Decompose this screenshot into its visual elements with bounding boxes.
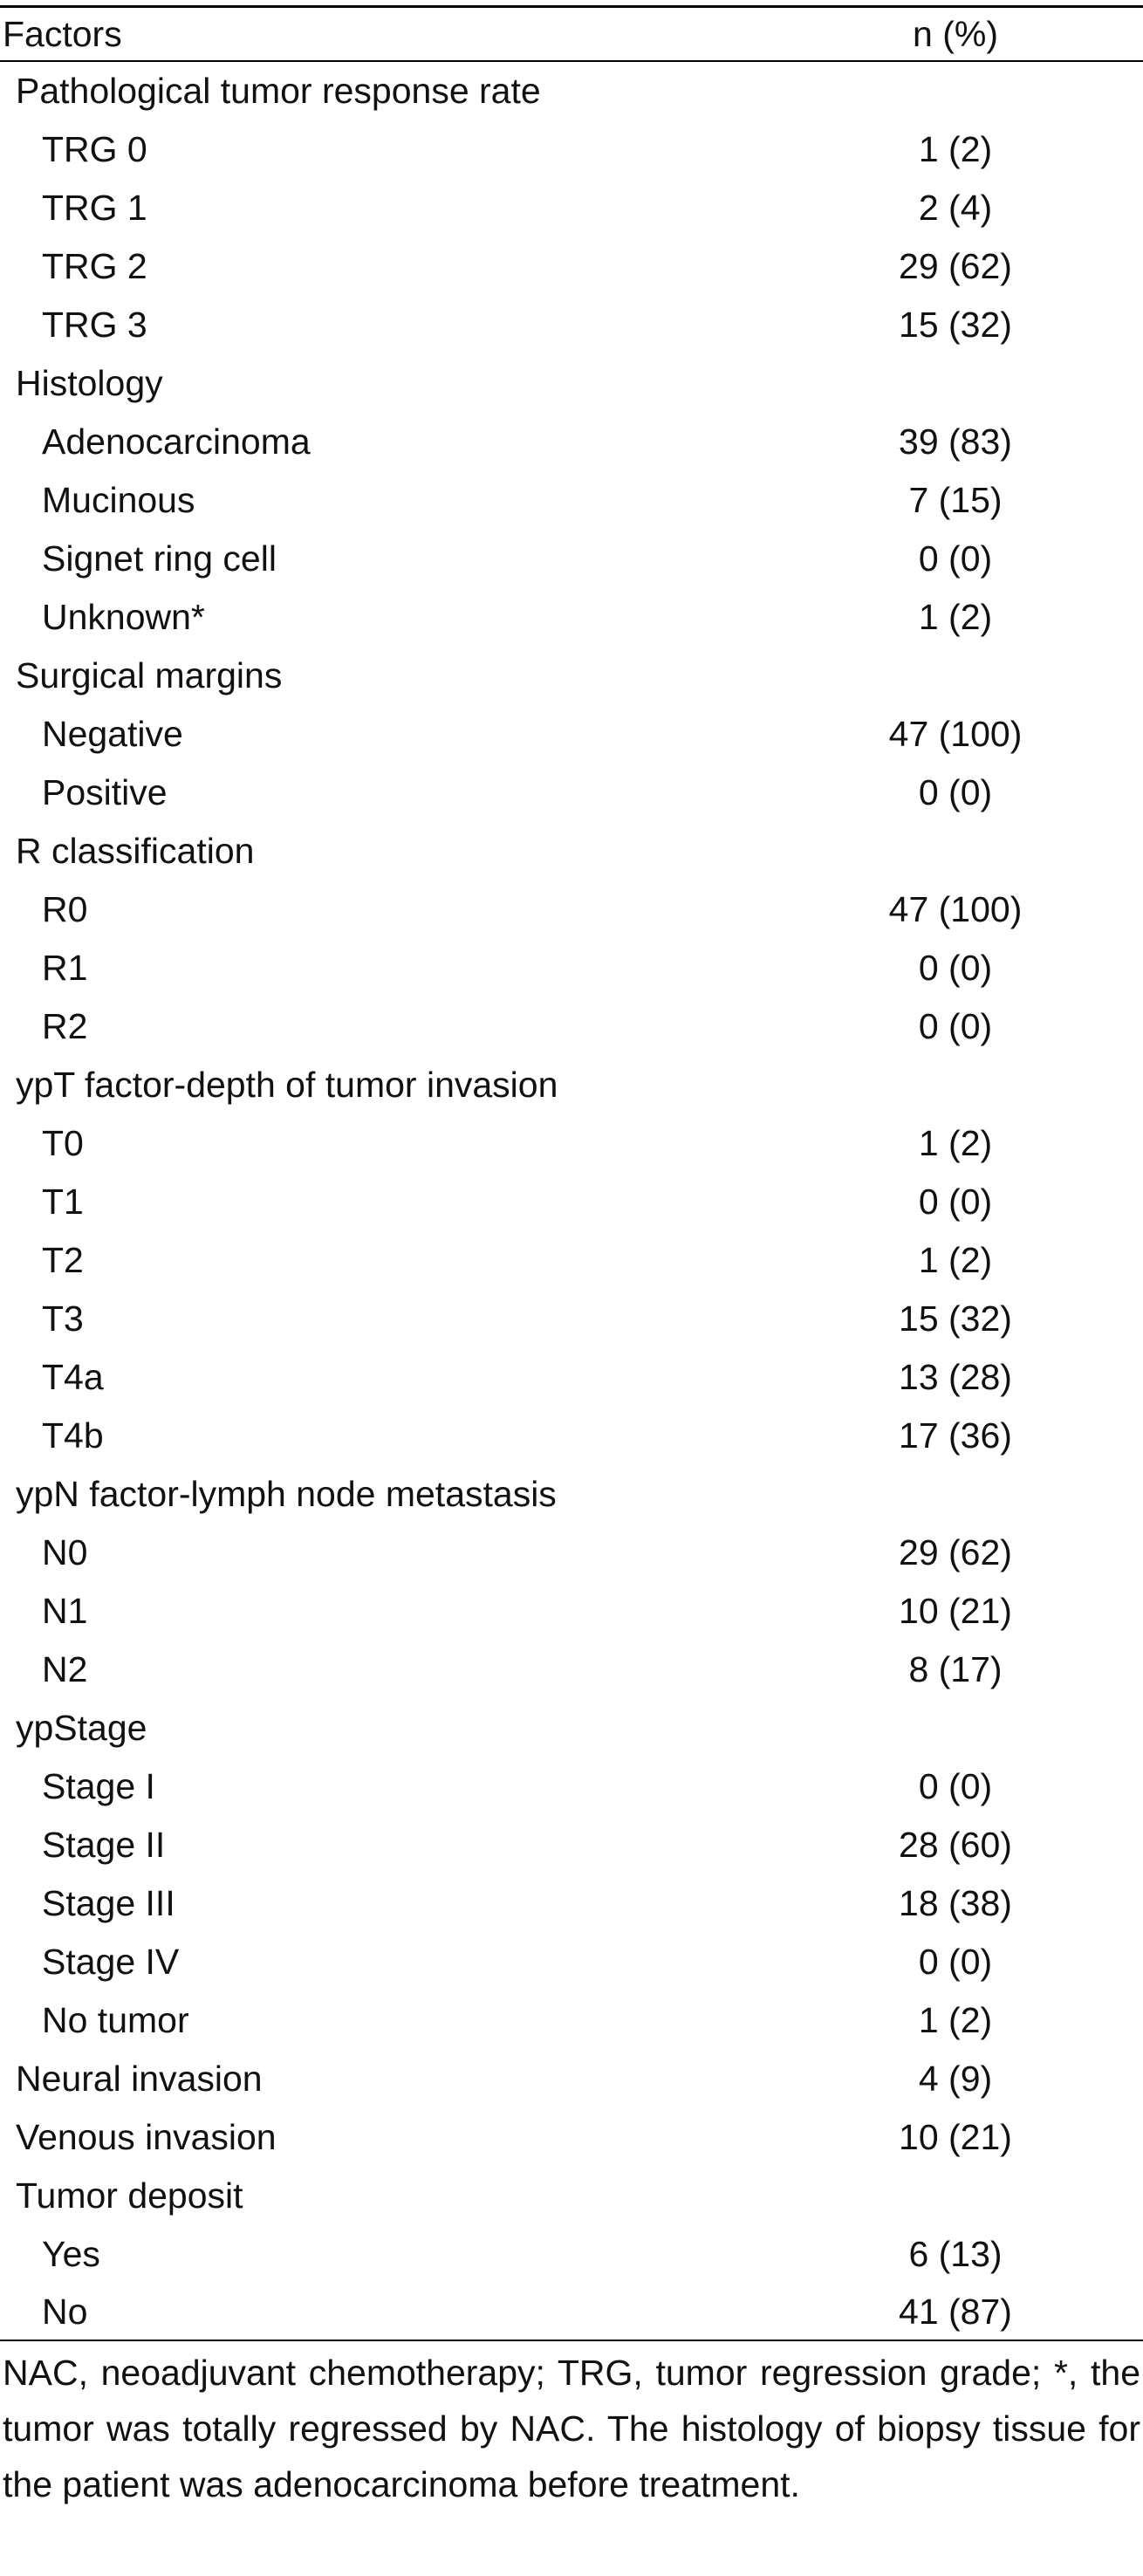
subcategory-label: Yes	[42, 2234, 100, 2274]
count-percent-value: 13 (28)	[899, 1357, 1012, 1397]
table-row	[0, 61, 1143, 120]
table-header	[0, 7, 1143, 62]
count-percent-value: 28 (60)	[899, 1825, 1012, 1865]
subcategory-label: Stage II	[42, 1825, 166, 1865]
subcategory-label: Stage IV	[42, 1942, 180, 1982]
category-label: Tumor deposit	[16, 2175, 243, 2216]
subcategory-label: R1	[42, 948, 88, 988]
table-row	[0, 1699, 1143, 1757]
count-percent-value: 29 (62)	[899, 246, 1012, 286]
table-row	[0, 2225, 1143, 2284]
subcategory-label: N1	[42, 1591, 88, 1631]
category-label: R classification	[16, 831, 255, 871]
subcategory-label: Positive	[42, 772, 168, 812]
factors-column-header: Factors	[3, 13, 122, 54]
category-label: ypT factor-depth of tumor invasion	[16, 1065, 558, 1105]
table-row	[0, 1641, 1143, 1699]
table-row	[0, 237, 1143, 296]
count-percent-value	[768, 822, 1143, 880]
table-row	[0, 880, 1143, 939]
table-body	[0, 61, 1143, 2340]
subcategory-label: T4a	[42, 1357, 104, 1397]
table-row	[0, 1933, 1143, 1991]
subcategory-label: R0	[42, 889, 88, 929]
count-percent-value	[768, 647, 1143, 705]
count-percent-value: 4 (9)	[918, 2059, 993, 2099]
table-row	[0, 1348, 1143, 1407]
count-percent-value: 6 (13)	[908, 2234, 1003, 2274]
table-row	[0, 1874, 1143, 1933]
table-row	[0, 1757, 1143, 1816]
subcategory-label: T1	[42, 1182, 84, 1222]
table-row	[0, 705, 1143, 764]
subcategory-label: T2	[42, 1240, 84, 1280]
count-percent-value	[768, 354, 1143, 413]
table-row	[0, 2284, 1143, 2340]
subcategory-label: R2	[42, 1006, 88, 1046]
table-row	[0, 1582, 1143, 1641]
table-row	[0, 471, 1143, 530]
subcategory-label: TRG 1	[42, 188, 147, 228]
count-percent-value: 10 (21)	[899, 2117, 1012, 2157]
count-percent-value: 0 (0)	[918, 538, 993, 579]
table-row	[0, 1524, 1143, 1582]
count-percent-value	[768, 1699, 1143, 1757]
table-row	[0, 647, 1143, 705]
subcategory-label: N2	[42, 1649, 88, 1689]
category-label: ypN factor-lymph node metastasis	[16, 1474, 557, 1514]
table-row	[0, 530, 1143, 588]
subcategory-label: Mucinous	[42, 480, 195, 520]
n-percent-column-header: n (%)	[913, 13, 998, 54]
count-percent-value: 15 (32)	[899, 1298, 1012, 1339]
count-percent-value: 0 (0)	[918, 1942, 993, 1982]
subcategory-label: TRG 0	[42, 129, 147, 169]
count-percent-value: 18 (38)	[899, 1883, 1012, 1923]
count-percent-value: 0 (0)	[918, 1006, 993, 1046]
table-row	[0, 997, 1143, 1056]
subcategory-label: Adenocarcinoma	[42, 421, 311, 462]
subcategory-label: Signet ring cell	[42, 538, 277, 579]
table-row	[0, 1231, 1143, 1290]
table-row	[0, 588, 1143, 647]
table-row	[0, 939, 1143, 997]
table-row	[0, 1290, 1143, 1348]
category-label: Venous invasion	[16, 2117, 277, 2157]
header-row	[0, 7, 1143, 62]
table-row	[0, 2050, 1143, 2108]
subcategory-label: N0	[42, 1532, 88, 1572]
subcategory-label: T0	[42, 1123, 84, 1163]
count-percent-value: 1 (2)	[918, 1240, 993, 1280]
count-percent-value: 47 (100)	[888, 714, 1023, 754]
table-row	[0, 1173, 1143, 1231]
table-row	[0, 1114, 1143, 1173]
count-percent-value	[768, 61, 1143, 120]
count-percent-value: 1 (2)	[918, 129, 993, 169]
count-percent-value: 0 (0)	[918, 772, 993, 812]
count-percent-value: 2 (4)	[918, 188, 993, 228]
count-percent-value: 47 (100)	[888, 889, 1023, 929]
count-percent-value: 15 (32)	[899, 305, 1012, 345]
subcategory-label: TRG 2	[42, 246, 147, 286]
count-percent-value: 1 (2)	[918, 597, 993, 637]
subcategory-label: No	[42, 2291, 88, 2332]
table-row	[0, 2108, 1143, 2167]
count-percent-value: 39 (83)	[899, 421, 1012, 462]
count-percent-value: 1 (2)	[918, 1123, 993, 1163]
table-row	[0, 179, 1143, 237]
subcategory-label: T4b	[42, 1415, 104, 1456]
subcategory-label: Negative	[42, 714, 183, 754]
table-footnote: NAC, neoadjuvant chemotherapy; TRG, tumor regression grade; *, the tumor was totally regressed by NAC. The histology of biopsy tissue for the patient was adenocarcinoma before treatment.	[3, 2353, 1140, 2504]
table-row	[0, 822, 1143, 880]
table-row	[0, 296, 1143, 354]
category-label: Histology	[16, 363, 163, 403]
category-label: Pathological tumor response rate	[16, 71, 541, 111]
count-percent-value: 7 (15)	[908, 480, 1003, 520]
count-percent-value: 0 (0)	[918, 948, 993, 988]
count-percent-value: 0 (0)	[918, 1182, 993, 1222]
count-percent-value: 10 (21)	[899, 1591, 1012, 1631]
count-percent-value	[768, 2167, 1143, 2225]
count-percent-value: 0 (0)	[918, 1766, 993, 1806]
count-percent-value: 41 (87)	[899, 2291, 1012, 2332]
category-label: Neural invasion	[16, 2059, 263, 2099]
table-row	[0, 764, 1143, 822]
results-table	[0, 5, 1143, 2341]
category-label: ypStage	[16, 1708, 147, 1748]
count-percent-value: 8 (17)	[908, 1649, 1003, 1689]
table-row	[0, 1816, 1143, 1874]
subcategory-label: Stage I	[42, 1766, 155, 1806]
subcategory-label: TRG 3	[42, 305, 147, 345]
table-row	[0, 1407, 1143, 1465]
table-row	[0, 1056, 1143, 1114]
count-percent-value: 29 (62)	[899, 1532, 1012, 1572]
subcategory-label: No tumor	[42, 2000, 189, 2040]
table-row	[0, 120, 1143, 179]
category-label: Surgical margins	[16, 655, 283, 695]
count-percent-value	[768, 1465, 1143, 1524]
count-percent-value	[768, 1056, 1143, 1114]
table-row	[0, 413, 1143, 471]
count-percent-value: 1 (2)	[918, 2000, 993, 2040]
subcategory-label: T3	[42, 1298, 84, 1339]
count-percent-value: 17 (36)	[899, 1415, 1012, 1456]
table-row	[0, 1991, 1143, 2050]
table-row	[0, 2167, 1143, 2225]
table-row	[0, 354, 1143, 413]
subcategory-label: Stage III	[42, 1883, 175, 1923]
table-row	[0, 1465, 1143, 1524]
subcategory-label: Unknown*	[42, 597, 205, 637]
